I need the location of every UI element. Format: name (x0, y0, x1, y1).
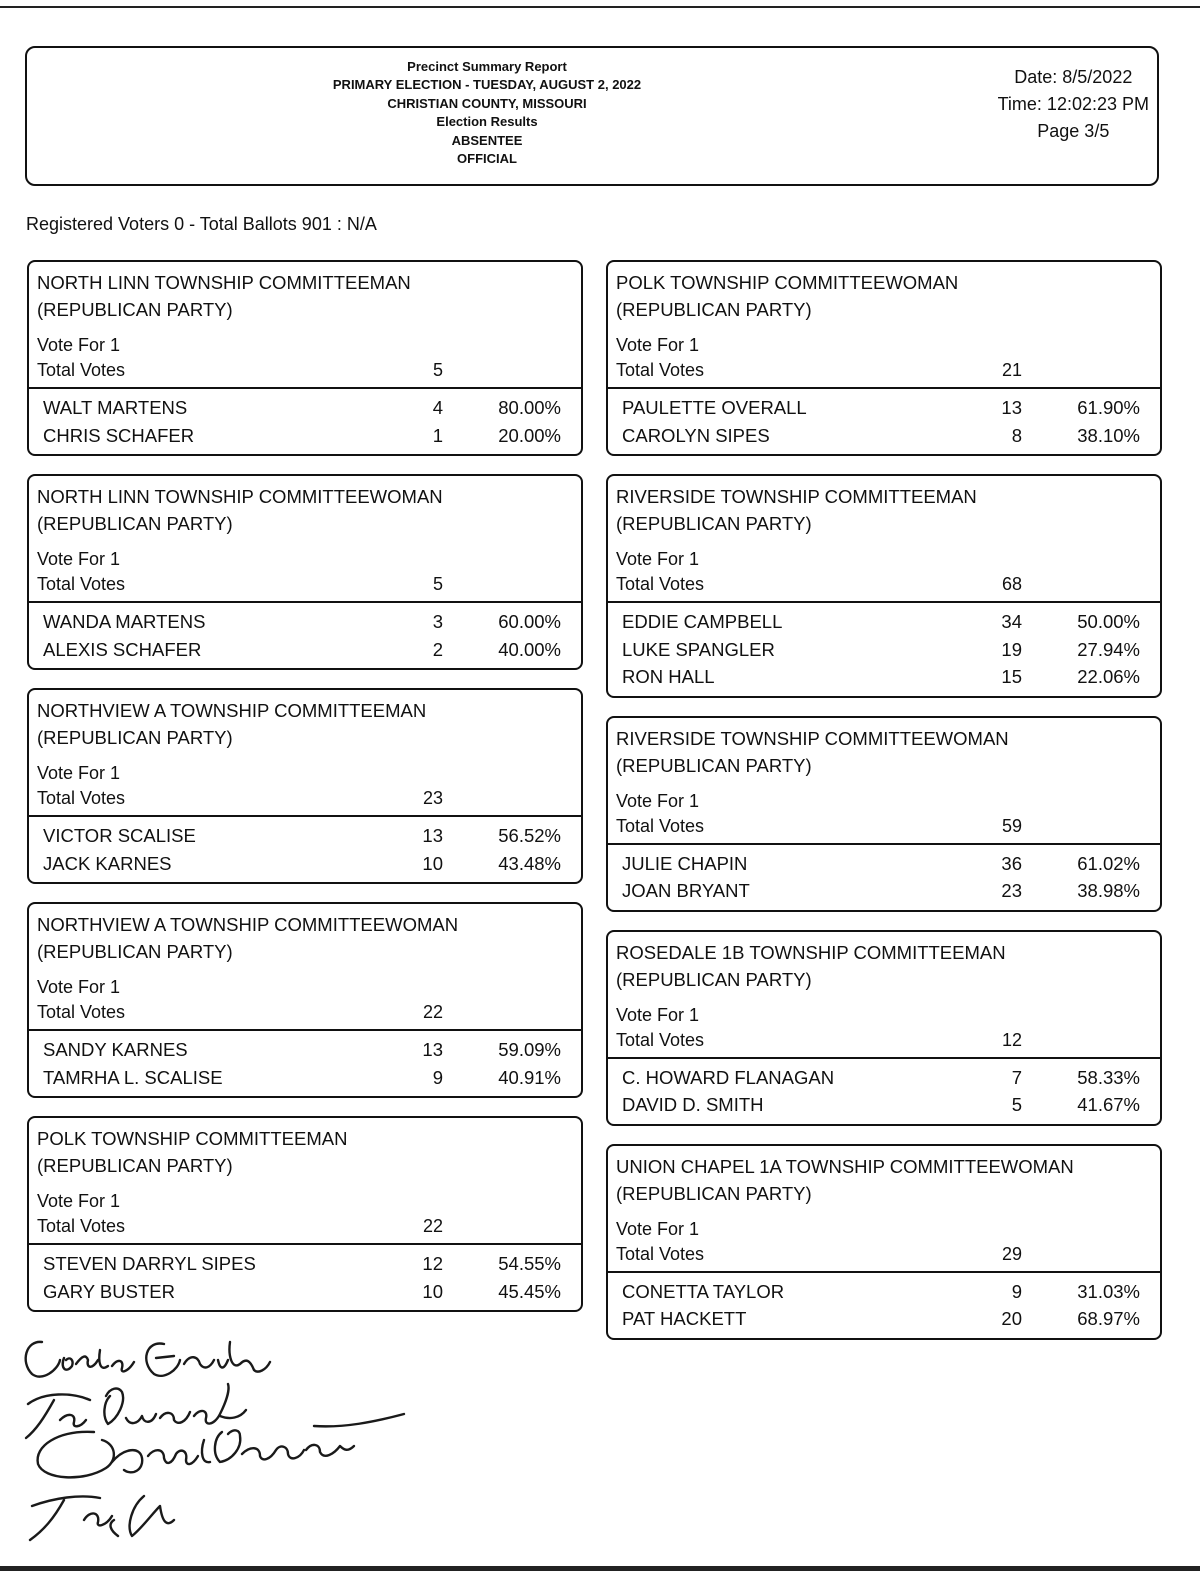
candidate-row (622, 877, 1152, 905)
candidate-row (43, 608, 573, 636)
vote-for-label: Vote For 1 (616, 1004, 700, 1025)
candidate-percent: 54.55% (498, 1253, 561, 1274)
total-votes-row (37, 786, 573, 811)
contest-box (27, 1116, 583, 1312)
candidate-row (622, 663, 1152, 691)
candidate-name: VICTOR SCALISE (43, 825, 196, 846)
total-votes-row (616, 1242, 1152, 1267)
candidate-list (29, 387, 581, 454)
total-votes-row (37, 1214, 573, 1239)
candidate-votes: 20 (1001, 1308, 1022, 1329)
vote-for-label: Vote For 1 (37, 549, 121, 569)
candidate-row (43, 1278, 573, 1306)
candidate-votes: 5 (1011, 1094, 1022, 1115)
report-header-center (27, 58, 947, 168)
contest-header (608, 718, 1160, 843)
contest-title: UNION CHAPEL 1A TOWNSHIP COMMITTEEWOMAN (616, 1155, 1074, 1177)
total-votes-value: 22 (422, 1216, 443, 1236)
report-time: Time: 12:02:23 PM (997, 94, 1149, 114)
contest-box (606, 474, 1162, 698)
candidate-name: CHRIS SCHAFER (43, 424, 195, 446)
results-label: Election Results (436, 114, 538, 130)
candidate-row (622, 1278, 1152, 1306)
candidate-name: JACK KARNES (43, 852, 172, 874)
candidate-row (622, 1091, 1152, 1119)
total-votes-label: Total Votes (37, 1002, 126, 1022)
candidate-name: DAVID D. SMITH (622, 1094, 764, 1115)
total-votes-row (616, 814, 1152, 839)
candidate-name: WALT MARTENS (43, 397, 188, 418)
candidate-list (608, 843, 1160, 910)
candidate-votes: 7 (1011, 1066, 1022, 1088)
total-votes-row (616, 572, 1152, 597)
total-votes-value: 21 (1001, 360, 1022, 380)
contest-party: (REPUBLICAN PARTY) (37, 1155, 233, 1176)
candidate-percent: 40.91% (498, 1066, 561, 1088)
contest-box (606, 1144, 1162, 1340)
top-rule (0, 6, 1200, 8)
candidate-votes: 19 (1001, 638, 1022, 660)
contest-party: (REPUBLICAN PARTY) (37, 513, 233, 534)
left-column (27, 260, 583, 1330)
contest-title: NORTH LINN TOWNSHIP COMMITTEEMAN (37, 272, 411, 293)
candidate-votes: 15 (1001, 666, 1022, 687)
election-name: PRIMARY ELECTION - TUESDAY, AUGUST 2, 2022 (332, 77, 642, 93)
candidate-votes: 8 (1011, 424, 1022, 446)
candidate-votes: 2 (432, 638, 443, 660)
contest-box (27, 688, 583, 884)
handwritten-signatures-icon (14, 1330, 434, 1550)
ballot-type: ABSENTEE (451, 132, 523, 148)
contest-title: NORTH LINN TOWNSHIP COMMITTEEWOMAN (37, 486, 443, 507)
candidate-row (622, 1305, 1152, 1333)
bottom-rule (0, 1566, 1200, 1571)
contest-box (606, 716, 1162, 912)
candidate-row (622, 608, 1152, 636)
contest-header (608, 262, 1160, 387)
contest-header (29, 262, 581, 387)
right-column (606, 260, 1162, 1358)
ballot-summary: Registered Voters 0 - Total Ballots 901 : N/A (26, 214, 377, 234)
candidate-row (43, 1064, 573, 1092)
candidate-votes: 10 (422, 852, 443, 874)
report-header-meta (998, 64, 1149, 145)
candidate-percent: 60.00% (498, 611, 561, 632)
contest-header (608, 932, 1160, 1057)
report-date: Date: 8/5/2022 (1014, 67, 1133, 87)
total-votes-value: 5 (432, 574, 443, 594)
contest-title: NORTHVIEW A TOWNSHIP COMMITTEEMAN (37, 700, 427, 721)
candidate-name: PAT HACKETT (622, 1308, 747, 1329)
contest-party: (REPUBLICAN PARTY) (37, 299, 233, 320)
total-votes-value: 29 (1001, 1243, 1022, 1264)
candidate-list (608, 387, 1160, 454)
candidate-percent: 58.33% (1077, 1066, 1140, 1088)
total-votes-value: 59 (1001, 815, 1022, 836)
candidate-percent: 38.98% (1077, 880, 1140, 901)
candidate-list (608, 1271, 1160, 1338)
candidate-votes: 12 (422, 1253, 443, 1274)
total-votes-row (616, 358, 1152, 383)
candidate-row (43, 822, 573, 850)
vote-for-label: Vote For 1 (37, 1191, 121, 1211)
candidate-name: C. HOWARD FLANAGAN (622, 1066, 835, 1088)
contest-title: ROSEDALE 1B TOWNSHIP COMMITTEEMAN (616, 941, 1006, 963)
total-votes-label: Total Votes (37, 1216, 126, 1236)
contest-header (29, 690, 581, 815)
candidate-list (29, 1243, 581, 1310)
total-votes-value: 5 (432, 360, 443, 380)
candidate-list (608, 601, 1160, 696)
candidate-list (29, 815, 581, 882)
total-votes-label: Total Votes (616, 1243, 705, 1264)
contest-title: RIVERSIDE TOWNSHIP COMMITTEEMAN (616, 486, 977, 507)
contest-party: (REPUBLICAN PARTY) (616, 754, 812, 776)
candidate-name: EDDIE CAMPBELL (622, 611, 783, 632)
candidate-name: GARY BUSTER (43, 1280, 175, 1302)
candidate-row (43, 1036, 573, 1064)
candidate-votes: 9 (1011, 1280, 1022, 1302)
status-label: OFFICIAL (457, 151, 517, 167)
candidate-row (43, 394, 573, 422)
vote-for-label: Vote For 1 (37, 335, 121, 355)
vote-for-label: Vote For 1 (37, 763, 121, 783)
vote-for-label: Vote For 1 (616, 335, 700, 355)
candidate-name: JULIE CHAPIN (622, 852, 748, 874)
total-votes-row (616, 1028, 1152, 1053)
candidate-name: LUKE SPANGLER (622, 638, 775, 660)
candidate-row (622, 850, 1152, 878)
candidate-percent: 20.00% (498, 424, 561, 446)
candidate-row (622, 422, 1152, 450)
contest-header (29, 1118, 581, 1243)
candidate-percent: 41.67% (1077, 1094, 1140, 1115)
candidate-percent: 31.03% (1077, 1280, 1140, 1302)
candidate-list (608, 1057, 1160, 1124)
candidate-percent: 61.90% (1077, 397, 1140, 418)
candidate-row (43, 1250, 573, 1278)
county-name: CHRISTIAN COUNTY, MISSOURI (387, 95, 587, 111)
candidate-percent: 40.00% (498, 638, 561, 660)
candidate-votes: 1 (432, 424, 443, 446)
contest-party: (REPUBLICAN PARTY) (616, 1182, 812, 1204)
candidate-list (29, 601, 581, 668)
contest-box (606, 930, 1162, 1126)
candidate-votes: 10 (422, 1280, 443, 1302)
candidate-name: CAROLYN SIPES (622, 424, 770, 446)
vote-for-label: Vote For 1 (616, 790, 700, 811)
vote-for-label: Vote For 1 (616, 1218, 700, 1239)
vote-for-label: Vote For 1 (37, 977, 121, 997)
total-votes-row (37, 358, 573, 383)
total-votes-value: 23 (422, 788, 443, 808)
candidate-votes: 13 (422, 825, 443, 846)
candidate-row (622, 636, 1152, 664)
candidate-name: RON HALL (622, 666, 715, 687)
contest-header (608, 476, 1160, 601)
candidate-votes: 4 (432, 397, 443, 418)
contest-party: (REPUBLICAN PARTY) (616, 968, 812, 990)
candidate-percent: 43.48% (498, 852, 561, 874)
contest-title: POLK TOWNSHIP COMMITTEEWOMAN (616, 272, 959, 293)
candidate-row (43, 636, 573, 664)
candidate-percent: 68.97% (1077, 1308, 1140, 1329)
vote-for-label: Vote For 1 (616, 549, 700, 569)
candidate-name: JOAN BRYANT (622, 880, 750, 901)
contest-title: RIVERSIDE TOWNSHIP COMMITTEEWOMAN (616, 727, 1009, 749)
candidate-list (29, 1029, 581, 1096)
report-title: Precinct Summary Report (407, 59, 567, 74)
candidate-votes: 13 (422, 1039, 443, 1060)
contest-box (606, 260, 1162, 456)
candidate-percent: 59.09% (498, 1039, 561, 1060)
total-votes-label: Total Votes (37, 574, 126, 594)
contest-header (29, 476, 581, 601)
candidate-votes: 9 (432, 1066, 443, 1088)
total-votes-label: Total Votes (616, 574, 705, 594)
contest-box (27, 260, 583, 456)
total-votes-row (37, 1000, 573, 1025)
candidate-votes: 36 (1001, 852, 1022, 874)
contest-box (27, 474, 583, 670)
total-votes-label: Total Votes (616, 815, 705, 836)
candidate-name: STEVEN DARRYL SIPES (43, 1253, 256, 1274)
candidate-name: TAMRHA L. SCALISE (43, 1066, 223, 1088)
contest-header (608, 1146, 1160, 1271)
candidate-percent: 80.00% (498, 397, 561, 418)
candidate-percent: 27.94% (1077, 638, 1140, 660)
candidate-percent: 61.02% (1077, 852, 1140, 874)
candidate-percent: 56.52% (498, 825, 561, 846)
total-votes-label: Total Votes (37, 360, 126, 380)
candidate-name: PAULETTE OVERALL (622, 397, 807, 418)
report-header (25, 46, 1159, 186)
contest-party: (REPUBLICAN PARTY) (616, 299, 812, 320)
total-votes-label: Total Votes (616, 1029, 705, 1050)
contest-header (29, 904, 581, 1029)
candidate-percent: 45.45% (498, 1280, 561, 1302)
contest-box (27, 902, 583, 1098)
candidate-votes: 23 (1001, 880, 1022, 901)
candidate-votes: 34 (1001, 611, 1022, 632)
candidate-row (622, 1064, 1152, 1092)
candidate-name: CONETTA TAYLOR (622, 1280, 785, 1302)
total-votes-value: 68 (1001, 574, 1022, 594)
contest-title: POLK TOWNSHIP COMMITTEEMAN (37, 1128, 348, 1149)
contest-party: (REPUBLICAN PARTY) (616, 513, 812, 534)
contest-title: NORTHVIEW A TOWNSHIP COMMITTEEWOMAN (37, 914, 459, 935)
total-votes-label: Total Votes (37, 788, 126, 808)
candidate-votes: 13 (1001, 397, 1022, 418)
total-votes-label: Total Votes (616, 360, 705, 380)
candidate-name: WANDA MARTENS (43, 611, 206, 632)
candidate-votes: 3 (432, 611, 443, 632)
total-votes-value: 22 (422, 1002, 443, 1022)
candidate-row (43, 850, 573, 878)
total-votes-row (37, 572, 573, 597)
contest-party: (REPUBLICAN PARTY) (37, 727, 233, 748)
candidate-row (43, 422, 573, 450)
candidate-name: SANDY KARNES (43, 1039, 188, 1060)
candidate-row (622, 394, 1152, 422)
total-votes-value: 12 (1001, 1029, 1022, 1050)
page-number: Page 3/5 (1037, 121, 1110, 141)
candidate-name: ALEXIS SCHAFER (43, 638, 202, 660)
contest-party: (REPUBLICAN PARTY) (37, 941, 233, 962)
candidate-percent: 50.00% (1077, 611, 1140, 632)
candidate-percent: 38.10% (1077, 424, 1140, 446)
candidate-percent: 22.06% (1077, 666, 1140, 687)
